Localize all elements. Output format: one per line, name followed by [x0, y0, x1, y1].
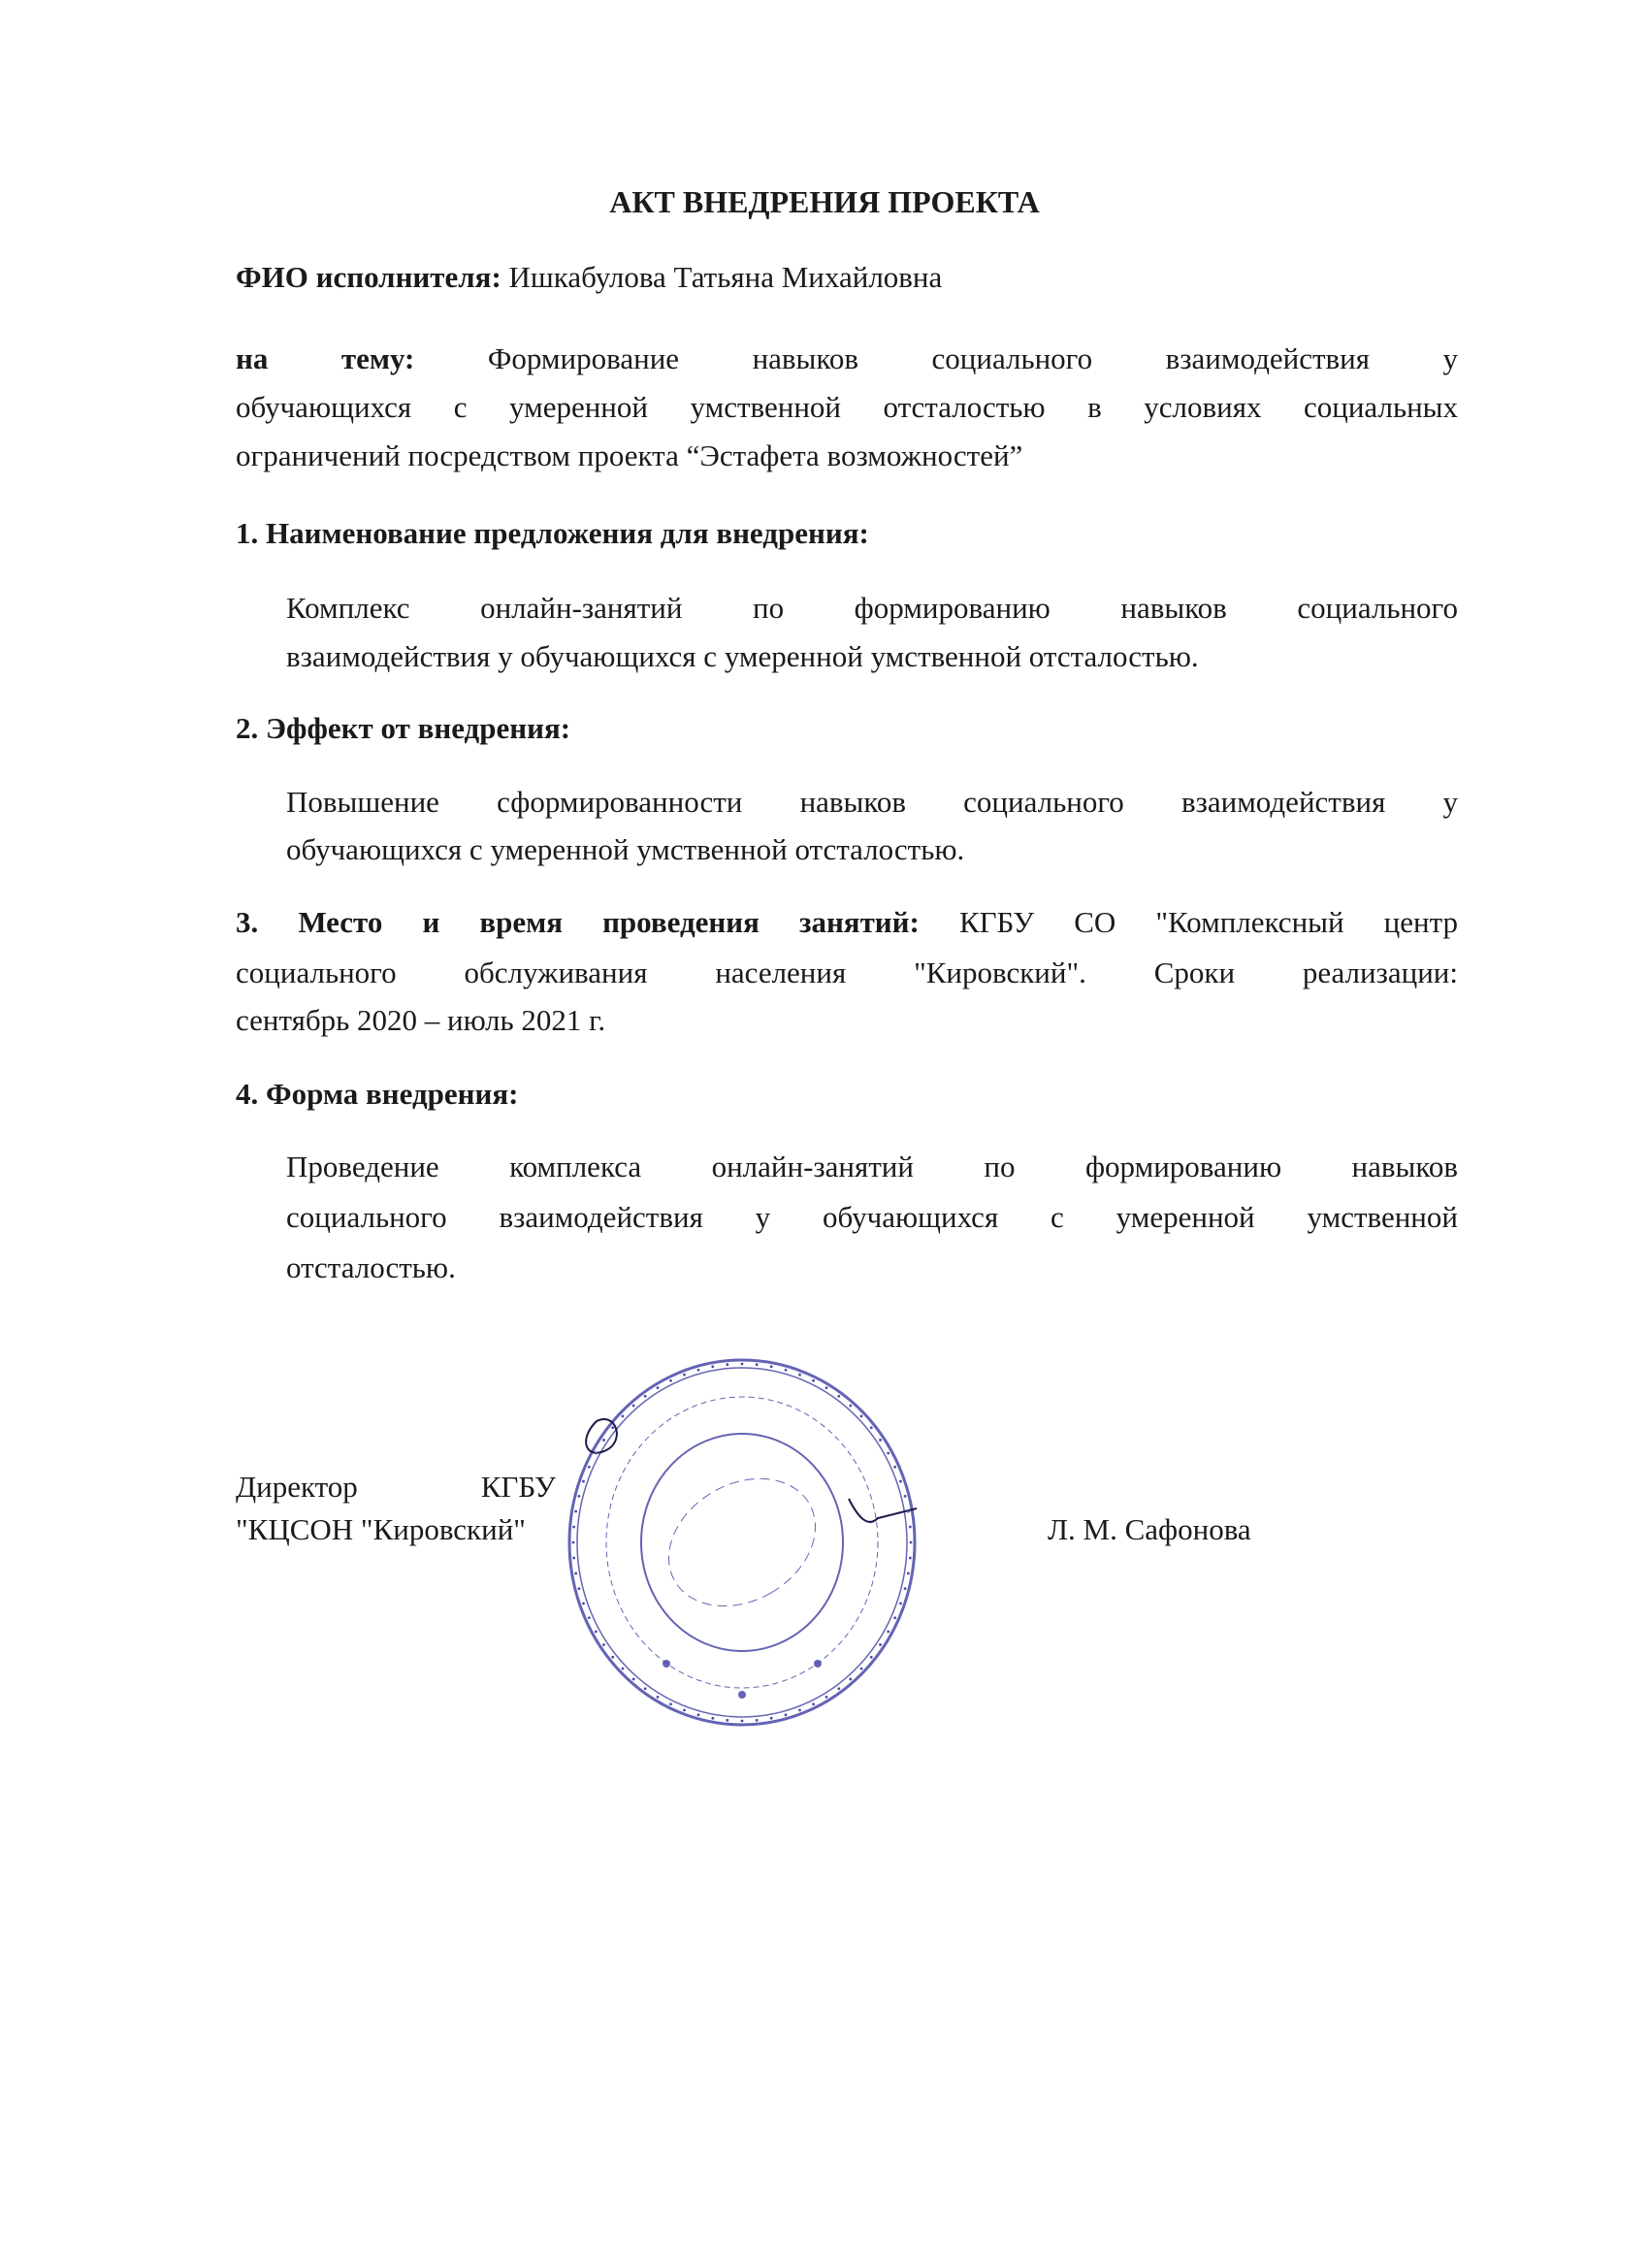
signer-name: Л. М. Сафонова [1048, 1512, 1251, 1546]
signer-position-line-1 [236, 1468, 556, 1507]
stamp-border-dots [572, 1363, 913, 1723]
section-1-heading: 1. Наименование предложения для внедрения: [236, 516, 869, 550]
topic-line-2: обучающихся с умеренной умственной отсталостью в условиях социальных [236, 390, 1458, 424]
executor-name: Ишкабулова Татьяна Михайловна [508, 260, 943, 294]
section-1-line: Комплекс онлайн-занятий по формированию навыков социального [286, 591, 1458, 625]
official-stamp [558, 1353, 926, 1732]
section-4-line: Проведение комплекса онлайн-занятий по формированию навыков [286, 1150, 1458, 1183]
signer-position-a: Директор [236, 1470, 358, 1504]
section-2-heading: 2. Эффект от внедрения: [236, 711, 571, 745]
section-3-line-1 [236, 903, 1458, 942]
topic-text: Формирование навыков социального взаимодействия у [487, 341, 1459, 375]
executor-line [236, 258, 1458, 297]
stamp-stars [663, 1660, 822, 1699]
stamp-rings [569, 1360, 915, 1725]
topic-label: на тему: [236, 341, 415, 375]
signer-position-b: КГБУ [480, 1470, 556, 1504]
document-title: АКТ ВНЕДРЕНИЯ ПРОЕКТА [609, 184, 1040, 219]
section-3-line: сентябрь 2020 – июль 2021 г. [236, 1003, 606, 1037]
topic-line-1 [236, 340, 1458, 378]
section-2-line: Повышение сформированности навыков социального взаимодействия у [286, 785, 1458, 819]
topic-line-3: ограничений посредством проекта “Эстафета возможностей” [236, 438, 1023, 472]
section-1-line: взаимодействия у обучающихся с умеренной умственной отсталостью. [286, 639, 1199, 673]
section-3-line: социального обслуживания населения "Кировский". Сроки реализации: [236, 956, 1458, 989]
section-4-line: отсталостью. [286, 1250, 456, 1284]
section-4-heading: 4. Форма внедрения: [236, 1077, 519, 1111]
section-2-line: обучающихся с умеренной умственной отсталостью. [286, 832, 965, 866]
signer-organization: "КЦСОН "Кировский" [236, 1512, 526, 1546]
section-3-heading: 3. Место и время проведения занятий: [236, 905, 920, 939]
section-3-text: КГБУ СО "Комплексный центр [958, 905, 1459, 939]
executor-label: ФИО исполнителя: [236, 260, 501, 294]
section-4-line: социального взаимодействия у обучающихся с умеренной умственной [286, 1200, 1458, 1234]
